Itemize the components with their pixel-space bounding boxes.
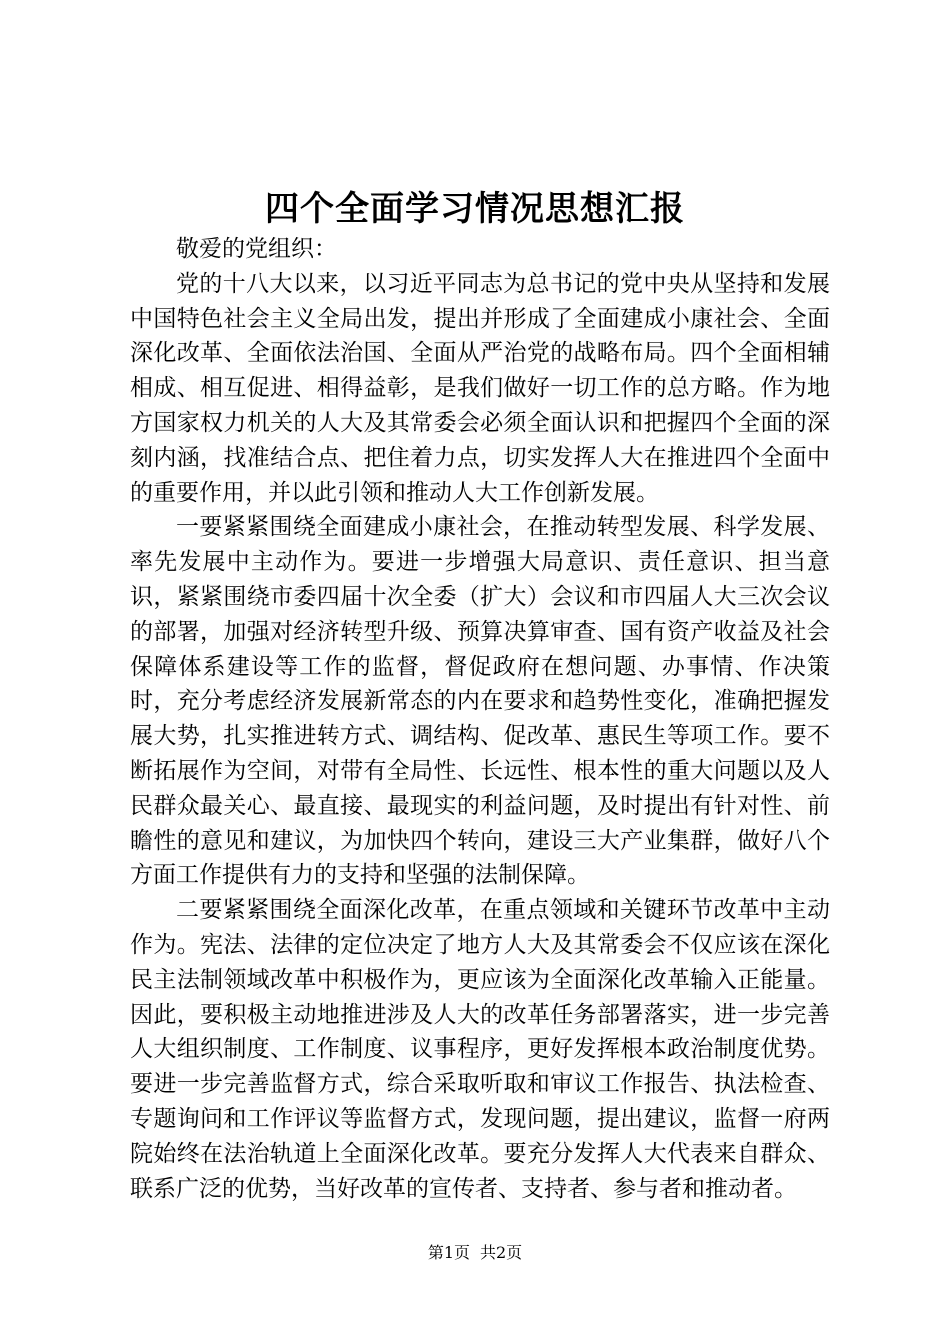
paragraph-intro: 党的十八大以来，以习近平同志为总书记的党中央从坚持和发展中国特色社会主义全局出发，提出并形成了全面建成小康社会、全面深化改革、全面依法治国、全面从严治党的战略布局。四个全面相辅相成、相互促进、相得益彰，是我们做好一切工作的总方略。作为地方国家权力机关的人大及其常委会必须全面认识和把握四个全面的深刻内涵，找准结合点、把住着力点，切实发挥人大在推进四个全面中的重要作用，并以此引领和推动人大工作创新发展。	[130, 270, 830, 506]
document-body	[130, 232, 830, 1206]
page-number: 第1页	[427, 1243, 470, 1262]
salutation: 敬爱的党组织：	[176, 236, 337, 262]
page-total: 共2页	[480, 1243, 523, 1262]
paragraph-first-point: 一要紧紧围绕全面建成小康社会，在推动转型发展、科学发展、率先发展中主动作为。要进一步增强大局意识、责任意识、担当意识，紧紧围绕市委四届十次全委（扩大）会议和市四届人大三次会议的部署，加强对经济转型升级、预算决算审查、国有资产收益及社会保障体系建设等工作的监督，督促政府在想问题、办事情、作决策时，充分考虑经济发展新常态的内在要求和趋势性变化，准确把握发展大势，扎实推进转方式、调结构、促改革、惠民生等项工作。要不断拓展作为空间，对带有全局性、长远性、根本性的重大问题以及人民群众最关心、最直接、最现实的利益问题，及时提出有针对性、前瞻性的意见和建议，为加快四个转向，建设三大产业集群，做好八个方面工作提供有力的支持和坚强的法制保障。	[130, 514, 830, 889]
page-footer	[0, 1242, 950, 1264]
paragraph-second-point: 二要紧紧围绕全面深化改革，在重点领域和关键环节改革中主动作为。宪法、法律的定位决定了地方人大及其常委会不仅应该在深化民主法制领域改革中积极作为，更应该为全面深化改革输入正能量。因此，要积极主动地推进涉及人大的改革任务部署落实，进一步完善人大组织制度、工作制度、议事程序，更好发挥根本政治制度优势。要进一步完善监督方式，综合采取听取和审议工作报告、执法检查、专题询问和工作评议等监督方式，发现问题，提出建议，监督一府两院始终在法治轨道上全面深化改革。要充分发挥人大代表来自群众、联系广泛的优势，当好改革的宣传者、支持者、参与者和推动者。	[130, 897, 830, 1202]
document-title: 四个全面学习情况思想汇报	[265, 189, 685, 229]
